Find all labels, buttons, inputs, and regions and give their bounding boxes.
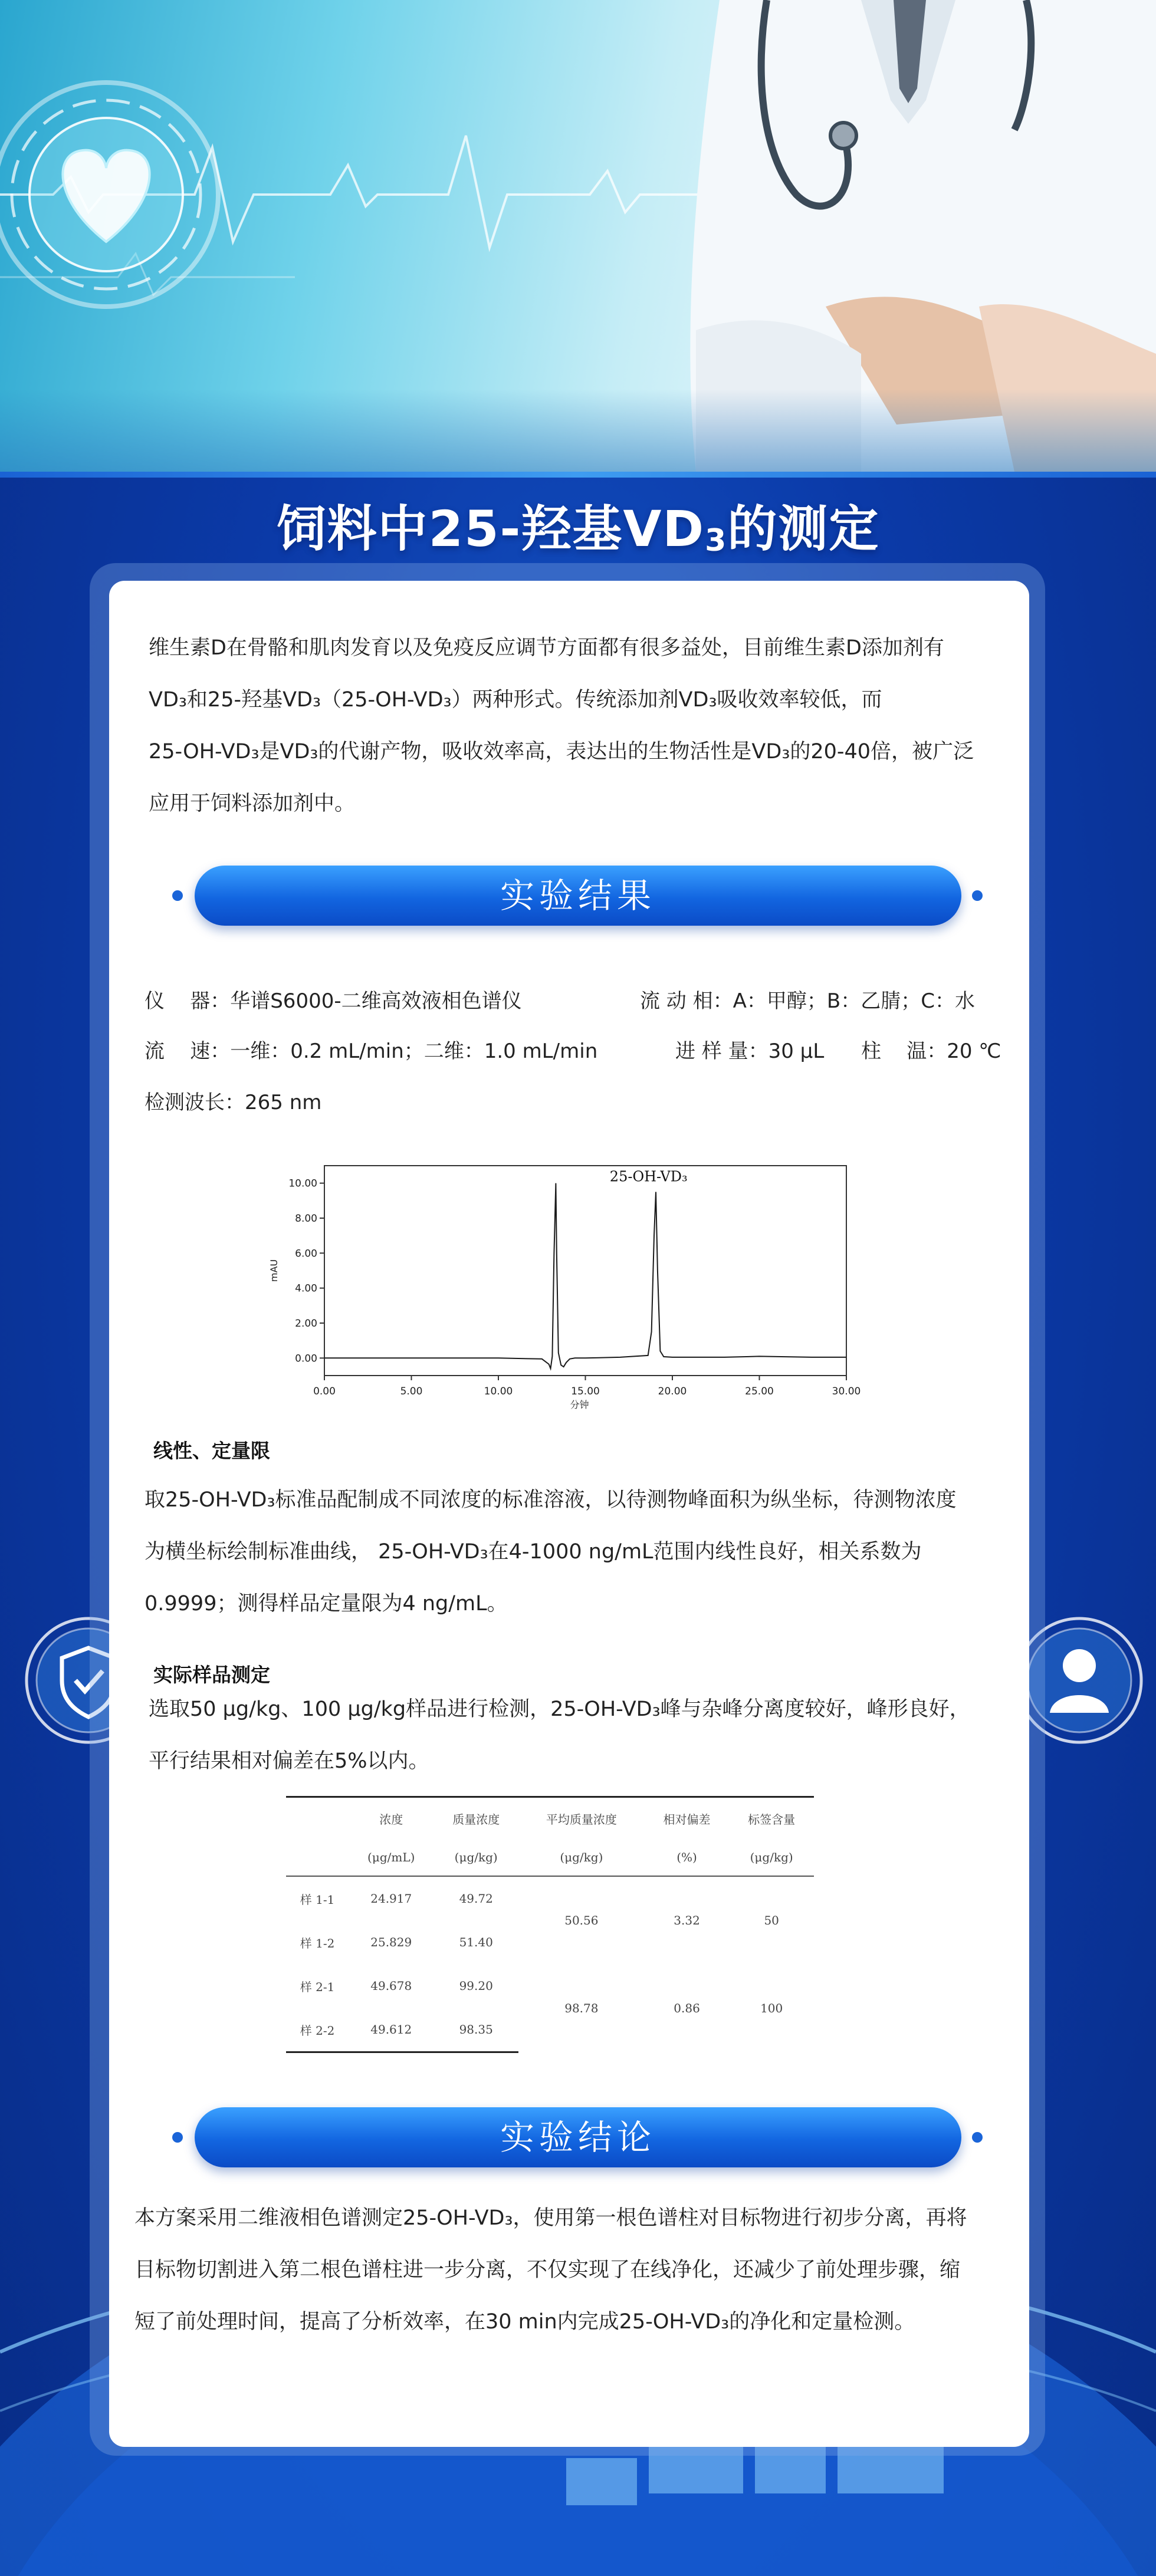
table-cell: 98.35 <box>434 2008 518 2052</box>
table-row <box>286 1964 814 2008</box>
table-cell: 51.40 <box>459 1935 493 1949</box>
flow-rate-line: 流 速：一维：0.2 mL/min；二维：1.0 mL/min <box>144 1039 598 1063</box>
doctor-illustration <box>649 0 1156 472</box>
table-cell: 49.72 <box>459 1891 493 1906</box>
table-cell: 样 2-2 <box>286 2008 349 2052</box>
table-header-cell: 标签含量 <box>729 1797 814 1840</box>
intro-line: 25-OH-VD₃是VD₃的代谢产物，吸收效率高，表达出的生物活性是VD₃的20-40倍，被广泛 <box>149 740 974 764</box>
y-tick-label: 6.00 <box>295 1248 317 1260</box>
y-tick-label: 0.00 <box>295 1353 317 1365</box>
injection-line: 进 样 量：30 μL <box>675 1039 825 1063</box>
table-header-cell: 平均质量浓度 <box>518 1797 645 1840</box>
table-header-row <box>286 1797 814 1840</box>
table-cell-label: 50 <box>764 1913 779 1927</box>
table-cell: 49.678 <box>370 1979 412 1993</box>
sample-results-table <box>286 1796 814 2053</box>
x-tick-label: 5.00 <box>400 1386 423 1397</box>
table-cell-rsd: 3.32 <box>674 1913 700 1927</box>
intro-line: VD₃和25-羟基VD₃（25-OH-VD₃）两种形式。传统添加剂VD₃吸收效率较低，而 <box>149 688 882 712</box>
table-cell-avg: 50.56 <box>564 1913 599 1927</box>
linearity-paragraph <box>144 1474 957 1630</box>
sample-test-paragraph <box>149 1683 970 1787</box>
linearity-line: 取25-OH-VD₃标准品配制成不同浓度的标准溶液，以待测物峰面积为纵坐标，待测物浓度 <box>144 1488 957 1512</box>
table-cell-rsd: 0.86 <box>674 2001 700 2015</box>
section-heading-results: 实验结果 <box>195 866 961 926</box>
table-cell: 49.612 <box>349 2008 434 2052</box>
intro-line: 应用于饲料添加剂中。 <box>149 792 356 815</box>
pill-dot-right <box>972 2132 983 2143</box>
sample-test-heading: 实际样品测定 <box>153 1663 270 1686</box>
table-cell-label: 100 <box>760 2001 783 2015</box>
peak-annotation: 25-OH-VD₃ <box>609 1168 688 1185</box>
table-cell: 25.829 <box>370 1935 412 1949</box>
heart-badge-icon <box>0 71 248 318</box>
sample-test-line: 平行结果相对偏差在5%以内。 <box>149 1749 429 1773</box>
instrument-line: 仪 器：华谱S6000-二维高效液相色谱仪 <box>144 989 522 1013</box>
chromatogram-series-line <box>324 1183 846 1368</box>
conclusion-line: 目标物切割进入第二根色谱柱进一步分离，不仅实现了在线净化，还减少了前处理步骤，缩 <box>134 2258 961 2282</box>
table-cell: 99.20 <box>459 1979 493 1993</box>
table-units-row <box>286 1839 814 1876</box>
wavelength-line: 检测波长：265 nm <box>144 1091 322 1114</box>
x-tick-label: 10.00 <box>484 1386 513 1397</box>
chromatogram-svg <box>265 1159 861 1436</box>
table-header-cell: 相对偏差 <box>645 1797 730 1840</box>
table-unit-cell: (%) <box>645 1839 730 1876</box>
x-tick-label: 20.00 <box>658 1386 687 1397</box>
table-unit-cell: (μg/kg) <box>729 1839 814 1876</box>
pill-dot-left <box>172 2132 183 2143</box>
page-title: 饲料中25-羟基$VD_3$的测定 <box>276 500 880 558</box>
chart-frame <box>324 1166 846 1376</box>
y-tick-label: 2.00 <box>295 1318 317 1330</box>
divider-glow <box>0 472 1156 478</box>
y-axis-label: mAU <box>268 1259 280 1282</box>
table-unit-cell: (μg/mL) <box>349 1839 434 1876</box>
x-tick-label: 0.00 <box>313 1386 336 1397</box>
linearity-line: 为横坐标绘制标准曲线， 25-OH-VD₃在4-1000 ng/mL范围内线性良好，相关系数为 <box>144 1540 922 1564</box>
mobile-phase-line: 流 动 相：A：甲醇；B：乙腈；C：水 <box>640 989 975 1013</box>
x-tick-label: 15.00 <box>571 1386 600 1397</box>
table-header-cell: 浓度 <box>349 1797 434 1840</box>
sample-test-line: 选取50 μg/kg、100 μg/kg样品进行检测，25-OH-VD₃峰与杂峰分离度较好，峰形良好， <box>149 1697 970 1721</box>
table-cell-avg: 98.78 <box>564 2001 599 2015</box>
linearity-heading: 线性、定量限 <box>153 1439 270 1462</box>
x-tick-label: 30.00 <box>832 1386 861 1397</box>
intro-line: 维生素D在骨骼和肌肉发育以及免疫反应调节方面都有很多益处，目前维生素D添加剂有 <box>149 636 944 660</box>
conclusion-paragraph <box>134 2192 967 2348</box>
intro-paragraph <box>149 622 974 830</box>
table-unit-cell: (μg/kg) <box>434 1839 518 1876</box>
table-unit-cell: (μg/kg) <box>518 1839 645 1876</box>
conclusion-line: 本方案采用二维液相色谱测定25-OH-VD₃，使用第一根色谱柱对目标物进行初步分离，再将 <box>134 2206 967 2230</box>
y-tick-label: 8.00 <box>295 1213 317 1225</box>
x-tick-label: 25.00 <box>745 1386 774 1397</box>
table-header-cell: 质量浓度 <box>434 1797 518 1840</box>
chromatogram-chart <box>265 1159 861 1436</box>
table-cell: 样 1-1 <box>300 1892 335 1907</box>
conclusion-line: 短了前处理时间，提高了分析效率，在30 min内完成25-OH-VD₃的净化和定量检测。 <box>134 2310 915 2334</box>
hero-banner <box>0 0 1156 472</box>
linearity-line: 0.9999；测得样品定量限为4 ng/mL。 <box>144 1592 508 1616</box>
section-heading-conclusion: 实验结论 <box>195 2107 961 2167</box>
table-cell: 样 2-1 <box>300 1979 335 1994</box>
column-temp-line: 柱 温：20 ℃ <box>861 1039 1001 1063</box>
y-tick-label: 4.00 <box>295 1282 317 1295</box>
table-cell: 24.917 <box>370 1891 412 1906</box>
x-axis-label: 分钟 <box>570 1399 589 1410</box>
table-header-cell <box>286 1797 349 1840</box>
y-tick-label: 10.00 <box>288 1177 317 1190</box>
pill-dot-right <box>972 890 983 901</box>
pill-dot-left <box>172 890 183 901</box>
table-row <box>286 1876 814 1920</box>
table-cell: 样 1-2 <box>300 1936 335 1950</box>
table-unit-cell <box>286 1839 349 1876</box>
